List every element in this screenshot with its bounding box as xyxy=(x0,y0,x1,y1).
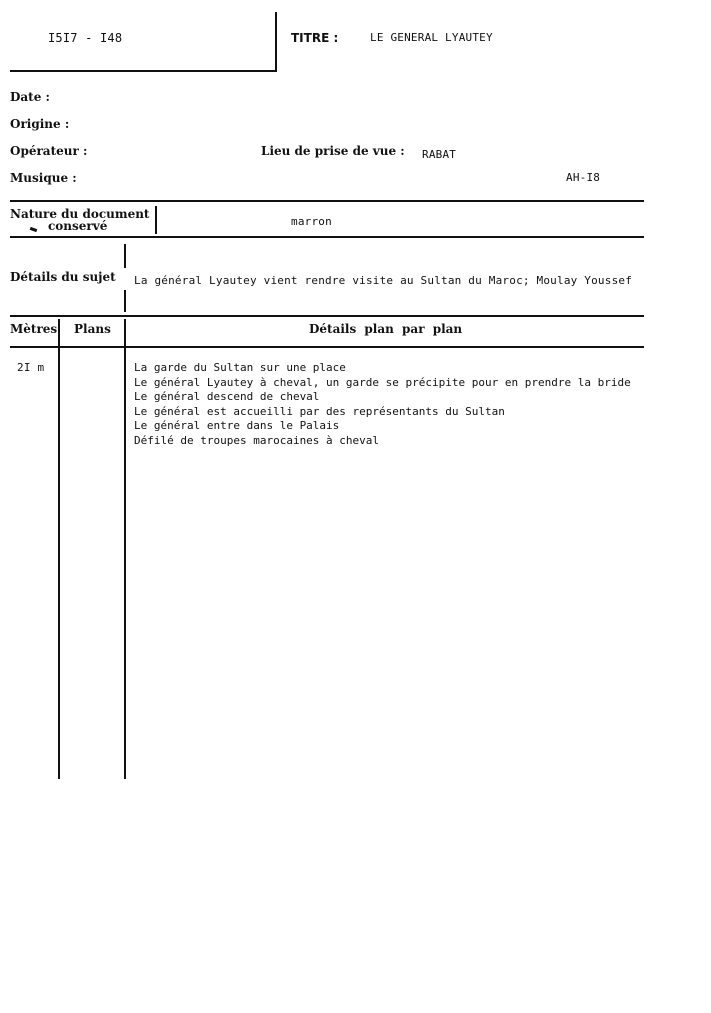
sujet-brace-top xyxy=(124,244,126,268)
rule-above-nature xyxy=(10,200,644,202)
col-divider-metres xyxy=(58,319,60,779)
shot-line: Le général entre dans le Palais xyxy=(134,419,340,433)
metres-value: 2I m xyxy=(17,361,45,374)
sujet-brace-bottom xyxy=(124,290,126,312)
nature-label-line1: Nature du document xyxy=(10,207,150,221)
titre-value: LE GENERAL LYAUTEY xyxy=(370,31,493,44)
lieu-value: RABAT xyxy=(422,148,457,161)
operateur-label: Opérateur : xyxy=(10,144,88,158)
reference-number: I5I7 - I48 xyxy=(48,31,123,45)
nature-tick-mark xyxy=(30,227,38,232)
nature-value: marron xyxy=(291,215,332,228)
col-header-details: Détails plan par plan xyxy=(309,322,463,336)
header-divider xyxy=(275,12,277,72)
sujet-value: La général Lyautey vient rendre visite au Sultan du Maroc; Moulay Youssef xyxy=(134,274,633,287)
shot-list xyxy=(134,361,644,461)
shot-line: Le général est accueilli par des représentants du Sultan xyxy=(134,404,505,418)
shot-line: Défilé de troupes marocaines à cheval xyxy=(134,434,380,447)
rule-below-nature xyxy=(10,236,644,238)
archive-code: AH-I8 xyxy=(566,171,601,184)
musique-label: Musique : xyxy=(10,171,77,185)
origine-label: Origine : xyxy=(10,117,70,131)
col-divider-plans xyxy=(124,319,126,779)
col-header-plans: Plans xyxy=(74,322,111,336)
table-top-rule xyxy=(10,315,644,317)
sujet-label: Détails du sujet xyxy=(10,270,116,284)
table-header-rule xyxy=(10,346,644,348)
shot-line: Le général Lyautey à cheval, un garde se précipite pour en prendre la bride xyxy=(134,375,631,389)
shot-line: Le général descend de cheval xyxy=(134,390,320,404)
nature-label-line2: conservé xyxy=(48,219,108,233)
titre-label: TITRE : xyxy=(291,31,339,45)
lieu-label: Lieu de prise de vue : xyxy=(261,144,405,158)
shot-line: La garde du Sultan sur une place xyxy=(134,361,346,374)
header-bottom-rule xyxy=(10,70,276,72)
date-label: Date : xyxy=(10,90,50,104)
nature-brace xyxy=(155,206,157,234)
col-header-metres: Mètres xyxy=(10,322,58,336)
